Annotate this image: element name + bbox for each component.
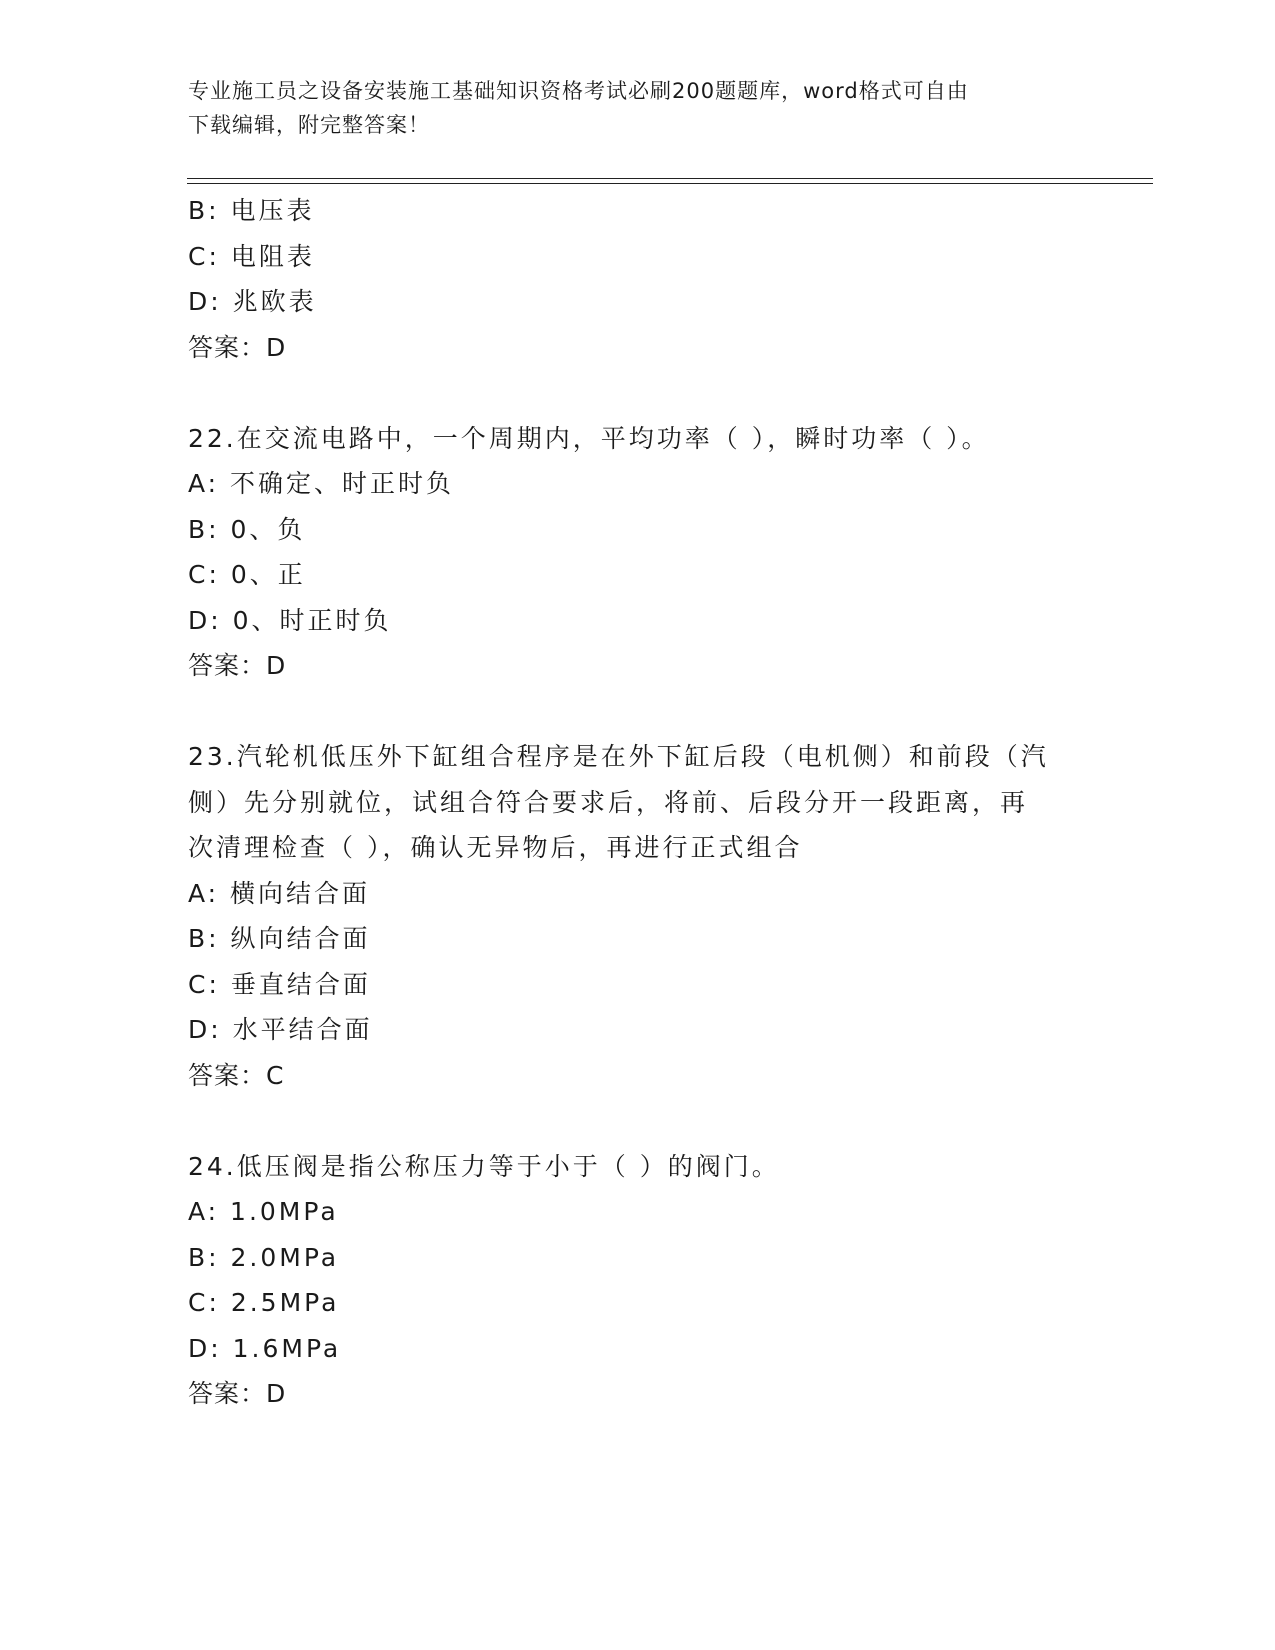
- option-d: D: 0、时正时负: [188, 605, 392, 635]
- option-c: C: 2.5MPa: [188, 1288, 340, 1317]
- question-stem-line-2: 侧）先分别就位，试组合符合要求后，将前、后段分开一段距离，再: [188, 787, 1029, 817]
- question-stem-line-1: 23.汽轮机低压外下缸组合程序是在外下缸后段（电机侧）和前段（汽: [188, 742, 1049, 771]
- option-d: D: 兆欧表: [188, 287, 317, 316]
- header-rule-bottom: [187, 183, 1153, 184]
- answer: 答案：D: [188, 1379, 287, 1408]
- question-21-continued: [188, 188, 1088, 370]
- answer: 答案：C: [188, 1060, 285, 1090]
- header-line-1: 专业施工员之设备安装施工基础知识资格考试必刷200题题库，word格式可自由: [188, 79, 969, 103]
- option-c: C: 0、正: [188, 560, 306, 589]
- spacer: [188, 689, 1088, 735]
- option-d: D: 1.6MPa: [188, 1333, 342, 1363]
- option-b: B: 2.0MPa: [188, 1242, 340, 1272]
- question-stem: 24.低压阀是指公称压力等于小于（ ）的阀门。: [188, 1151, 780, 1181]
- header-rule-top: [187, 178, 1153, 179]
- option-a: A: 不确定、时正时负: [188, 469, 455, 498]
- question-24: [188, 1144, 1088, 1417]
- spacer: [188, 370, 1088, 416]
- header-line-2: 下载编辑，附完整答案！: [188, 113, 430, 137]
- answer: 答案：D: [188, 332, 287, 362]
- answer: 答案：D: [188, 651, 287, 680]
- question-list: [188, 188, 1088, 1417]
- question-23: [188, 734, 1088, 1098]
- option-b: B: 电压表: [188, 196, 315, 225]
- question-stem: 22.在交流电路中，一个周期内，平均功率（ ），瞬时功率（ ）。: [188, 423, 990, 453]
- option-b: B: 纵向结合面: [188, 924, 371, 953]
- option-a: A: 横向结合面: [188, 878, 371, 908]
- option-c: C: 垂直结合面: [188, 969, 371, 999]
- option-b: B: 0、负: [188, 514, 306, 544]
- question-22: [188, 416, 1088, 689]
- option-d: D: 水平结合面: [188, 1015, 373, 1044]
- option-c: C: 电阻表: [188, 241, 315, 271]
- document-header: [188, 74, 1068, 142]
- spacer: [188, 1098, 1088, 1144]
- question-stem-line-3: 次清理检查（ ），确认无异物后，再进行正式组合: [188, 833, 803, 862]
- option-a: A: 1.0MPa: [188, 1197, 339, 1226]
